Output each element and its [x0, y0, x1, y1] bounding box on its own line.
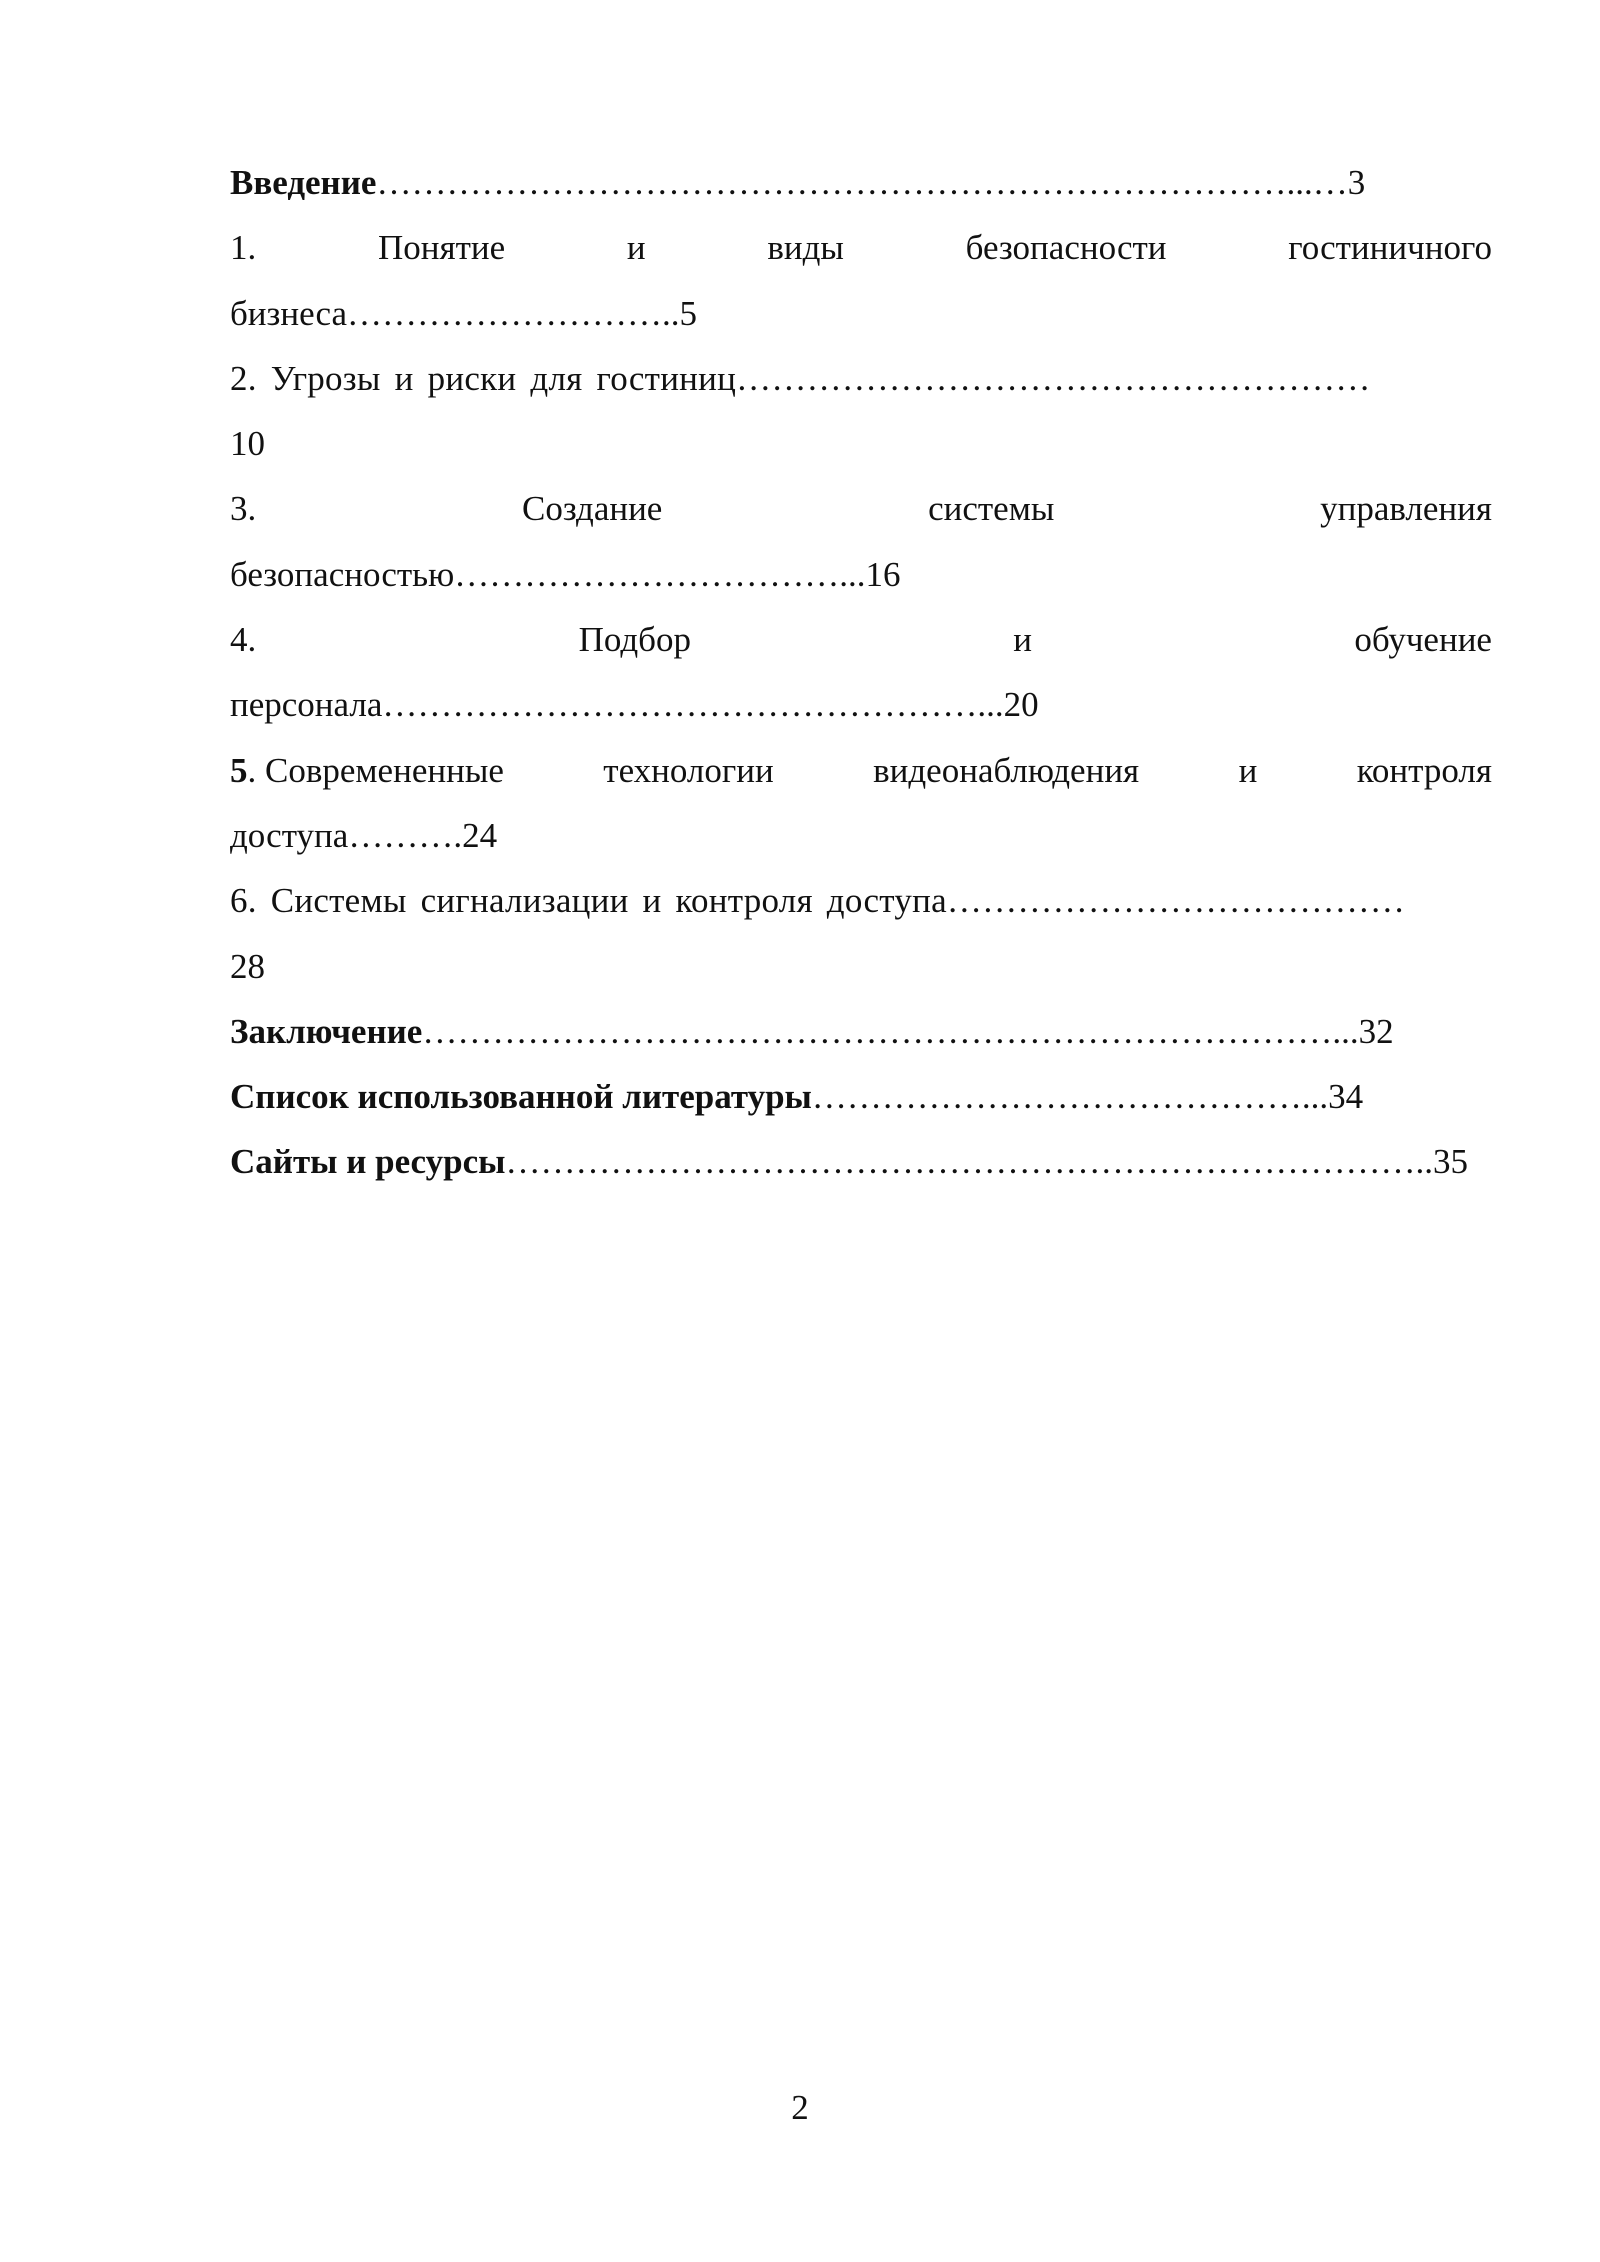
toc-section-5-word: и	[1238, 750, 1258, 790]
toc-conclusion-leader: ……………………………………………………………………...	[422, 1011, 1359, 1051]
toc-section-1-page: 5	[679, 293, 697, 333]
toc-entry-section-3-continuation	[230, 542, 1492, 607]
toc-section-1-word: Понятие	[377, 228, 506, 268]
toc-entry-section-4-continuation	[230, 672, 1492, 737]
toc-section-4-continuation: персонала……………………………………………...	[230, 685, 1004, 725]
toc-section-5-word: . Современенные	[247, 750, 504, 790]
toc-introduction-leader: ……………………………………………………………………...…	[376, 163, 1348, 202]
toc-entry-section-6	[230, 868, 1492, 933]
toc-references-page: 34	[1328, 1077, 1364, 1117]
toc-entry-sites	[230, 1129, 1492, 1194]
toc-section-1-word: и	[626, 228, 646, 268]
toc-entry-introduction	[230, 150, 1492, 215]
toc-section-4-word: и	[1013, 620, 1033, 660]
page-number: 2	[791, 2088, 809, 2127]
toc-section-5-number: 5	[230, 750, 248, 790]
toc-section-3-continuation: безопасностью……………………………...	[230, 554, 866, 594]
toc-section-5-word: контроля	[1356, 750, 1492, 790]
toc-section-5-word: технологии	[603, 750, 774, 790]
toc-section-1-word: безопасности	[965, 228, 1167, 268]
toc-section-3-word: системы	[928, 489, 1055, 529]
toc-entry-section-2-page-line	[230, 411, 1492, 476]
toc-section-3-word: 3.	[230, 489, 257, 529]
toc-entry-conclusion	[230, 999, 1492, 1064]
toc-section-1-word: виды	[767, 228, 844, 268]
toc-section-6-text: 6. Системы сигнализации и контроля доступа…………………………………	[230, 881, 1406, 921]
toc-entry-section-2	[230, 346, 1492, 411]
toc-section-3-word: управления	[1320, 489, 1492, 529]
toc-section-4-word: Подбор	[578, 620, 691, 660]
toc-section-4-word: обучение	[1354, 620, 1492, 660]
toc-section-1-continuation: бизнеса………………………..	[230, 293, 680, 333]
toc-entry-section-4	[230, 607, 1492, 672]
toc-conclusion-page: 32	[1358, 1011, 1394, 1051]
toc-section-2-page: 10	[230, 424, 265, 464]
toc-section-6-page: 28	[230, 946, 265, 986]
toc-entry-references	[230, 1064, 1492, 1129]
toc-sites-leader: ……………………………………………………………………..	[505, 1142, 1433, 1182]
toc-entry-section-3	[230, 476, 1492, 541]
toc-section-5-continuation: доступа……….	[230, 815, 463, 855]
toc-section-5-word: видеонаблюдения	[873, 750, 1140, 790]
table-of-contents	[230, 150, 1492, 1195]
toc-entry-section-1	[230, 215, 1492, 280]
toc-section-1-word: 1.	[230, 228, 257, 268]
toc-references-leader: ……………………………………...	[811, 1077, 1329, 1117]
toc-section-5-page: 24	[462, 815, 498, 855]
toc-section-4-word: 4.	[230, 620, 257, 660]
toc-entry-section-1-continuation	[230, 281, 1492, 346]
toc-entry-section-5-continuation	[230, 803, 1492, 868]
toc-section-3-word: Создание	[521, 489, 663, 529]
toc-section-4-page: 20	[1003, 685, 1039, 725]
toc-introduction-title: Введение	[230, 163, 377, 202]
toc-conclusion-title: Заключение	[230, 1011, 423, 1051]
toc-references-title: Список использованной литературы	[230, 1077, 812, 1117]
toc-section-2-text: 2. Угрозы и риски для гостиниц………………………………………………	[230, 358, 1371, 398]
toc-sites-title: Сайты и ресурсы	[230, 1142, 506, 1182]
toc-section-1-word: гостиничного	[1288, 228, 1492, 268]
toc-section-5-lead	[230, 738, 504, 803]
toc-entry-section-5	[230, 738, 1492, 803]
toc-introduction-page: 3	[1347, 163, 1366, 202]
toc-section-3-page: 16	[865, 554, 901, 594]
toc-entry-section-6-page-line	[230, 934, 1492, 999]
toc-sites-page: 35	[1432, 1142, 1468, 1182]
